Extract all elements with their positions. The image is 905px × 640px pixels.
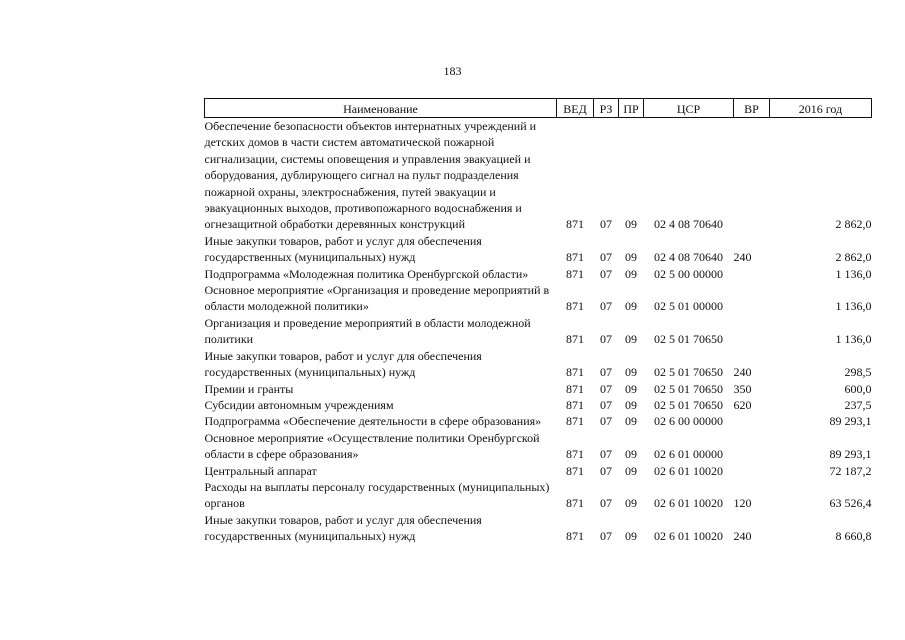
row-csr: 02 5 01 00000 bbox=[654, 299, 723, 314]
row-rz: 07 bbox=[600, 299, 612, 314]
table-row bbox=[205, 348, 872, 381]
row-vr bbox=[734, 266, 770, 282]
table-row bbox=[205, 315, 872, 348]
row-rz: 07 bbox=[600, 365, 612, 380]
row-vr bbox=[734, 413, 770, 429]
row-pr: 09 bbox=[625, 447, 637, 462]
row-rz: 07 bbox=[600, 332, 612, 347]
row-vr bbox=[734, 430, 770, 463]
table-row bbox=[205, 397, 872, 413]
row-amount: 600,0 bbox=[844, 381, 872, 396]
row-rz: 07 bbox=[600, 397, 612, 412]
row-rz: 07 bbox=[600, 266, 612, 281]
row-amount: 1 136,0 bbox=[835, 266, 872, 281]
row-ved: 871 bbox=[566, 332, 584, 347]
row-ved: 871 bbox=[566, 250, 584, 265]
budget-table bbox=[204, 98, 872, 545]
column-header-year: 2016 год bbox=[770, 99, 872, 118]
column-header-ved: ВЕД bbox=[557, 99, 594, 118]
table-row bbox=[205, 430, 872, 463]
table-row bbox=[205, 381, 872, 397]
row-amount: 1 136,0 bbox=[835, 299, 872, 314]
page-number: 183 bbox=[443, 64, 462, 78]
row-csr: 02 6 01 10020 bbox=[654, 463, 723, 478]
row-name: Обеспечение безопасности объектов интернатных учреждений и детских домов в части систем автоматической пожарной сигнализации, системы оповещения и управления эвакуацией и оборудования, дублирующего сигнал на пульт подразделения пожарной охраны, электроснабжения, путей эвакуации и эвакуационных выходов, противопожарного водоснабжения и огнезащитной обработки деревянных конструкций bbox=[204, 119, 537, 232]
row-vr: 620 bbox=[733, 397, 752, 412]
row-vr bbox=[734, 463, 770, 479]
row-pr: 09 bbox=[625, 529, 637, 544]
row-vr: 350 bbox=[733, 381, 752, 396]
row-name: Основное мероприятие «Организация и проведение мероприятий в области молодежной политики» bbox=[204, 283, 550, 314]
row-name: Иные закупки товаров, работ и услуг для обеспечения государственных (муниципальных) нужд bbox=[204, 233, 482, 265]
row-pr: 09 bbox=[625, 496, 637, 511]
row-rz: 07 bbox=[600, 381, 612, 396]
row-csr: 02 6 01 00000 bbox=[654, 447, 723, 462]
row-amount: 8 660,8 bbox=[835, 529, 872, 544]
table-row bbox=[205, 266, 872, 282]
row-pr: 09 bbox=[625, 414, 637, 429]
row-rz: 07 bbox=[600, 250, 612, 265]
row-csr: 02 5 01 70650 bbox=[654, 365, 723, 380]
table-row bbox=[205, 479, 872, 512]
row-name: Иные закупки товаров, работ и услуг для обеспечения государственных (муниципальных) нужд bbox=[204, 348, 482, 380]
row-amount: 72 187,2 bbox=[829, 463, 872, 478]
table-row bbox=[205, 233, 872, 266]
row-amount: 298,5 bbox=[844, 365, 872, 380]
row-csr: 02 5 01 70650 bbox=[654, 381, 723, 396]
row-csr: 02 6 00 00000 bbox=[654, 414, 723, 429]
row-vr: 240 bbox=[733, 365, 752, 380]
row-ved: 871 bbox=[566, 447, 584, 462]
row-pr: 09 bbox=[625, 266, 637, 281]
table-row bbox=[205, 282, 872, 315]
row-name: Субсидии автономным учреждениям bbox=[204, 397, 394, 412]
row-rz: 07 bbox=[600, 414, 612, 429]
row-ved: 871 bbox=[566, 496, 584, 511]
row-amount: 2 862,0 bbox=[835, 250, 872, 265]
row-ved: 871 bbox=[566, 365, 584, 380]
table-row bbox=[205, 413, 872, 429]
table-row bbox=[205, 118, 872, 233]
row-rz: 07 bbox=[600, 217, 612, 232]
row-amount: 63 526,4 bbox=[829, 496, 872, 511]
row-ved: 871 bbox=[566, 397, 584, 412]
row-name: Иные закупки товаров, работ и услуг для обеспечения государственных (муниципальных) нужд bbox=[204, 512, 482, 544]
row-name: Подпрограмма «Обеспечение деятельности в сфере образования» bbox=[204, 414, 542, 429]
row-csr: 02 5 01 70650 bbox=[654, 332, 723, 347]
row-amount: 2 862,0 bbox=[835, 217, 872, 232]
row-name: Подпрограмма «Молодежная политика Оренбургской области» bbox=[204, 266, 529, 281]
row-vr bbox=[734, 315, 770, 348]
row-pr: 09 bbox=[625, 332, 637, 347]
row-amount: 1 136,0 bbox=[835, 332, 872, 347]
row-pr: 09 bbox=[625, 397, 637, 412]
row-vr bbox=[734, 118, 770, 233]
row-name: Основное мероприятие «Осуществление политики Оренбургской области в сфере образования» bbox=[204, 430, 540, 462]
row-ved: 871 bbox=[566, 381, 584, 396]
row-csr: 02 5 00 00000 bbox=[654, 266, 723, 281]
row-vr bbox=[734, 282, 770, 315]
row-rz: 07 bbox=[600, 463, 612, 478]
row-csr: 02 4 08 70640 bbox=[654, 250, 723, 265]
row-csr: 02 4 08 70640 bbox=[654, 217, 723, 232]
row-amount: 89 293,1 bbox=[829, 447, 872, 462]
row-pr: 09 bbox=[625, 381, 637, 396]
row-name: Премии и гранты bbox=[204, 381, 294, 396]
column-header-name: Наименование bbox=[205, 99, 557, 118]
row-pr: 09 bbox=[625, 463, 637, 478]
row-name: Расходы на выплаты персоналу государственных (муниципальных) органов bbox=[204, 479, 550, 511]
row-name: Организация и проведение мероприятий в области молодежной политики bbox=[204, 315, 531, 347]
row-vr: 120 bbox=[733, 496, 752, 511]
row-amount: 237,5 bbox=[844, 397, 872, 412]
row-ved: 871 bbox=[566, 463, 584, 478]
row-ved: 871 bbox=[566, 414, 584, 429]
row-csr: 02 6 01 10020 bbox=[654, 529, 723, 544]
row-csr: 02 5 01 70650 bbox=[654, 397, 723, 412]
table-row bbox=[205, 463, 872, 479]
row-rz: 07 bbox=[600, 529, 612, 544]
row-pr: 09 bbox=[625, 365, 637, 380]
row-ved: 871 bbox=[566, 217, 584, 232]
row-rz: 07 bbox=[600, 496, 612, 511]
row-pr: 09 bbox=[625, 250, 637, 265]
row-csr: 02 6 01 10020 bbox=[654, 496, 723, 511]
row-ved: 871 bbox=[566, 266, 584, 281]
table-body bbox=[205, 118, 872, 545]
column-header-rz: РЗ bbox=[594, 99, 619, 118]
row-rz: 07 bbox=[600, 447, 612, 462]
row-amount: 89 293,1 bbox=[829, 414, 872, 429]
row-name: Центральный аппарат bbox=[204, 463, 317, 478]
table-row bbox=[205, 512, 872, 545]
row-pr: 09 bbox=[625, 217, 637, 232]
row-pr: 09 bbox=[625, 299, 637, 314]
row-vr: 240 bbox=[733, 529, 752, 544]
row-ved: 871 bbox=[566, 299, 584, 314]
column-header-pr: ПР bbox=[619, 99, 644, 118]
row-ved: 871 bbox=[566, 529, 584, 544]
column-header-vr: ВР bbox=[734, 99, 770, 118]
table-header-row bbox=[205, 99, 872, 118]
row-vr: 240 bbox=[733, 250, 752, 265]
column-header-csr: ЦСР bbox=[644, 99, 734, 118]
